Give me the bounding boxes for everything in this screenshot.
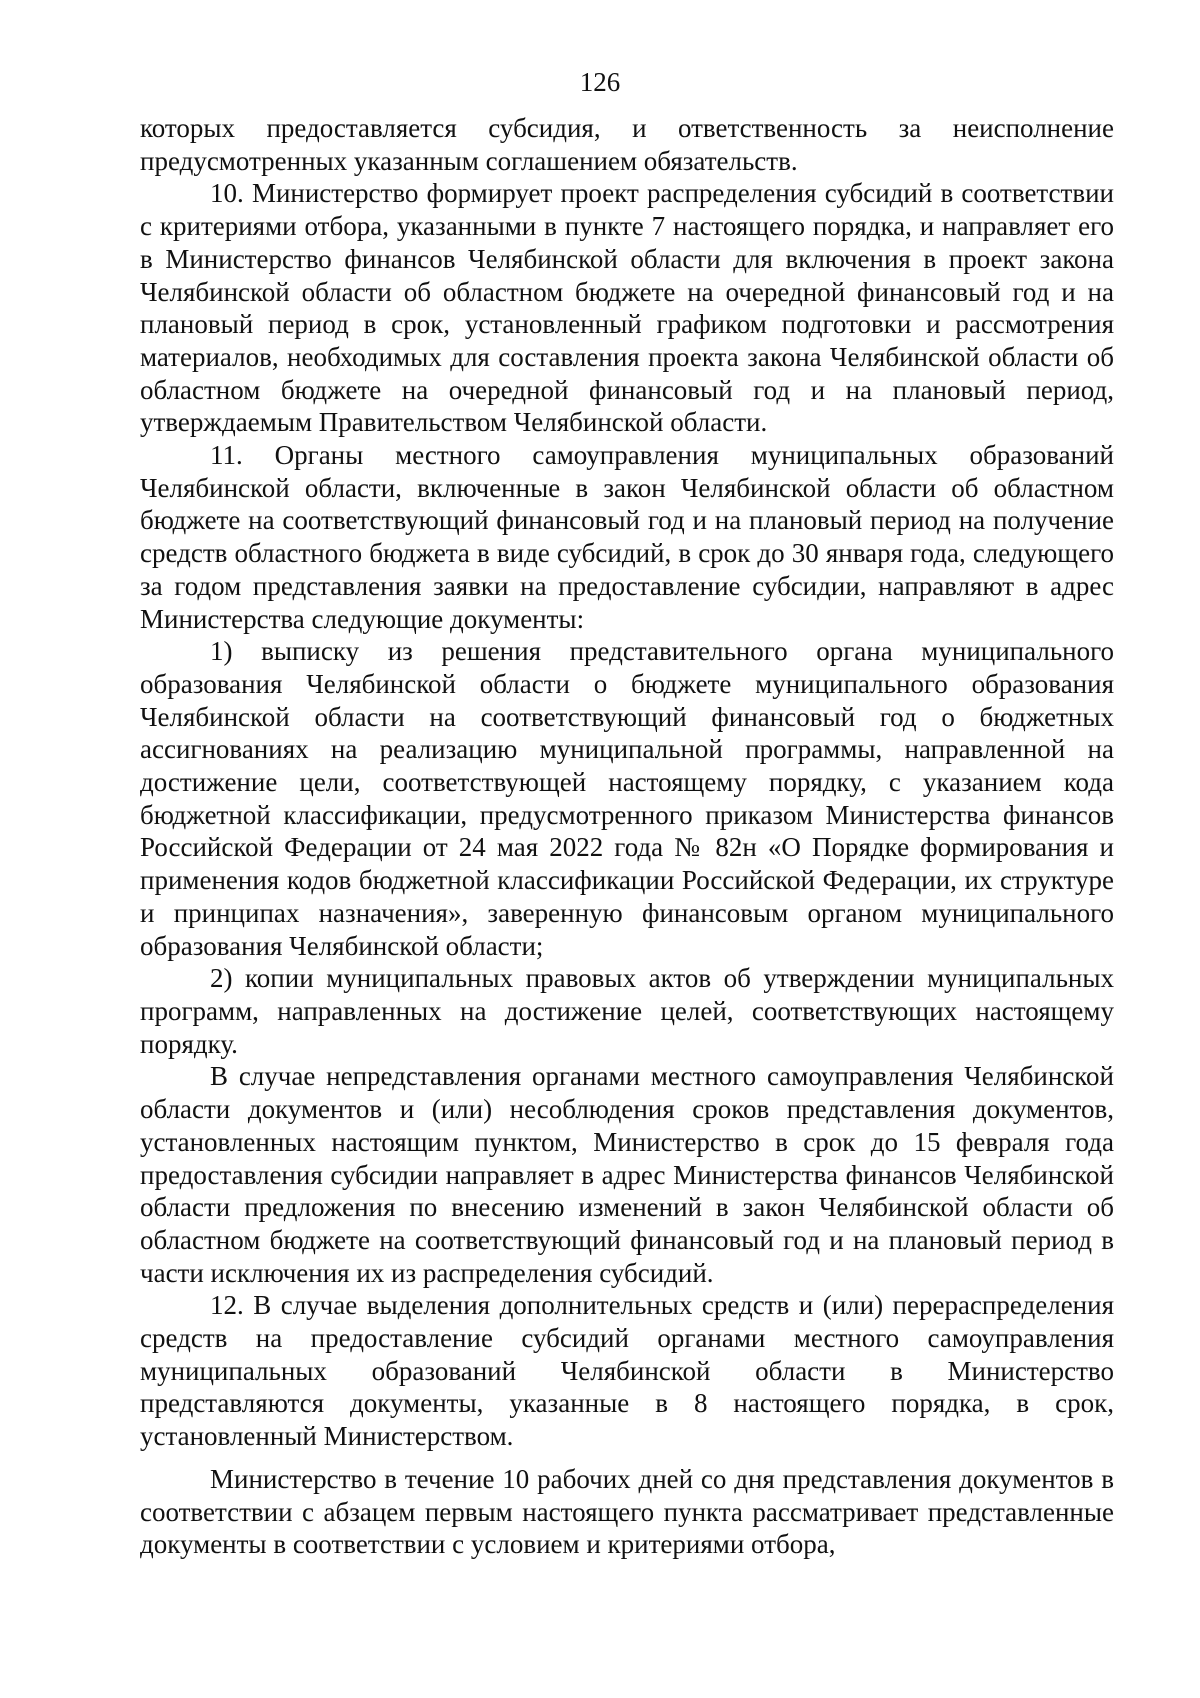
paragraph-non-submission-case: В случае непредставления органами местного самоуправления Челябинской области документов и (или) несоблюдения сроков представления документов, установленных настоящим пунктом, Министерство в срок до 15 февраля года предоставления субсидии направляет в адрес Министерства финансов Челябинской области предложения по внесению изменений в закон Челябинской области об областном бюджете на соответствующий финансовый год и на плановый период в части исключения их из распределения субсидий. [140,1061,1114,1288]
paragraph-subitem-2: 2) копии муниципальных правовых актов об утверждении муниципальных программ, направленных на достижение целей, соответствующих настоящему порядку. [140,963,1114,1059]
paragraph-ministry-review: Министерство в течение 10 рабочих дней со дня представления документов в соответствии с абзацем первым настоящего пункта рассматривает представленные документы в соответствии с условием и критериями отбора, [140,1463,1114,1560]
page-number: 126 [579,67,621,97]
paragraph-item-11: 11. Органы местного самоуправления муниципальных образований Челябинской области, включенные в закон Челябинской области об областном бюджете на соответствующий финансовый год и на плановый период на получение средств областного бюджета в виде субсидий, в срок до 30 января года, следующего за годом представления заявки на предоставление субсидии, направляют в адрес Министерства следующие документы: [140,440,1114,634]
paragraph-continuation: которых предоставляется субсидия, и ответственность за неисполнение предусмотренных указанным соглашением обязательств. [140,113,1114,176]
paragraph-item-12: 12. В случае выделения дополнительных средств и (или) перераспределения средств на предоставление субсидий органами местного самоуправления муниципальных образований Челябинской области в Министерство представляются документы, указанные в 8 настоящего порядка, в срок, установленный Министерством. [140,1290,1114,1452]
paragraph-subitem-1: 1) выписку из решения представительного органа муниципального образования Челябинской области о бюджете муниципального образования Челябинской области на соответствующий финансовый год о бюджетных ассигнованиях на реализацию муниципальной программы, направленной на достижение цели, соответствующей настоящему порядку, с указанием кода бюджетной классификации, предусмотренного приказом Министерства финансов Российской Федерации от 24 мая 2022 года № 82н «О Порядке формирования и применения кодов бюджетной классификации Российской Федерации, их структуре и принципах назначения», заверенную финансовым органом муниципального образования Челябинской области; [140,636,1114,961]
document-body [140,112,1114,1561]
paragraph-item-10: 10. Министерство формирует проект распределения субсидий в соответствии с критериями отбора, указанными в пункте 7 настоящего порядка, и направляет его в Министерство финансов Челябинской области для включения в проект закона Челябинской области об областном бюджете на очередной финансовый год и на плановый период в срок, установленный графиком подготовки и рассмотрения материалов, необходимых для составления проекта закона Челябинской области об областном бюджете на очередной финансовый год и на плановый период, утверждаемым Правительством Челябинской области. [140,178,1114,438]
